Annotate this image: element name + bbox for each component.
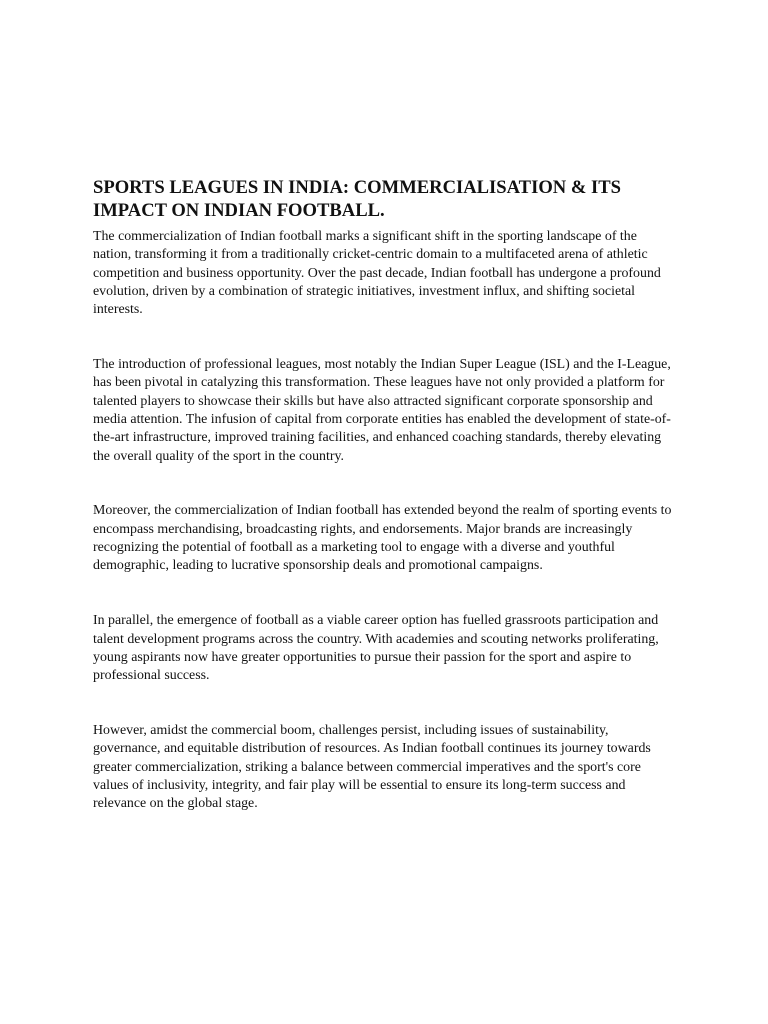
- document-title: SPORTS LEAGUES IN INDIA: COMMERCIALISATION & ITS IMPACT ON INDIAN FOOTBALL.: [93, 177, 621, 221]
- paragraph-spacer: [93, 576, 677, 613]
- paragraph-5: However, amidst the commercial boom, challenges persist, including issues of sustainability, governance, and equitable distribution of resources. As Indian football continues its journey towards greater commercialization, striking a balance between commercial imperatives and the sport's core values of inclusivity, integrity, and fair play will be essential to ensure its long-term success and relevance on the global stage.: [93, 723, 651, 812]
- paragraph-3: Moreover, the commercialization of Indian football has extended beyond the realm of sporting events to encompass merchandising, broadcasting rights, and endorsements. Major brands are increasingly recognizing the potential of football as a marketing tool to engage with a diverse and youthful demographic, leading to lucrative sponsorship deals and promotional campaigns.: [93, 503, 672, 574]
- paragraph-1: The commercialization of Indian football marks a significant shift in the sporting landscape of the nation, transforming it from a traditionally cricket-centric domain to a multifaceted arena of athletic competition and business opportunity. Over the past decade, Indian football has undergone a profound evolution, driven by a combination of strategic initiatives, investment influx, and shifting societal interests.: [93, 229, 661, 318]
- paragraph-4: In parallel, the emergence of football as a viable career option has fuelled grassroots participation and talent development programs across the country. With academies and scouting networks proliferating, young aspirants now have greater opportunities to pursue their passion for the sport and aspire to professional success.: [93, 613, 659, 684]
- document-page: [93, 176, 677, 814]
- paragraph-spacer: [93, 319, 677, 356]
- paragraph-spacer: [93, 466, 677, 503]
- paragraph-spacer: [93, 685, 677, 722]
- paragraph-2: The introduction of professional leagues, most notably the Indian Super League (ISL) and the I-League, has been pivotal in catalyzing this transformation. These leagues have not only provided a platform for talented players to showcase their skills but have also attracted significant corporate sponsorship and media attention. The infusion of capital from corporate entities has enabled the development of state-of-the-art infrastructure, improved training facilities, and enhanced coaching standards, thereby elevating the overall quality of the sport in the country.: [93, 357, 671, 464]
